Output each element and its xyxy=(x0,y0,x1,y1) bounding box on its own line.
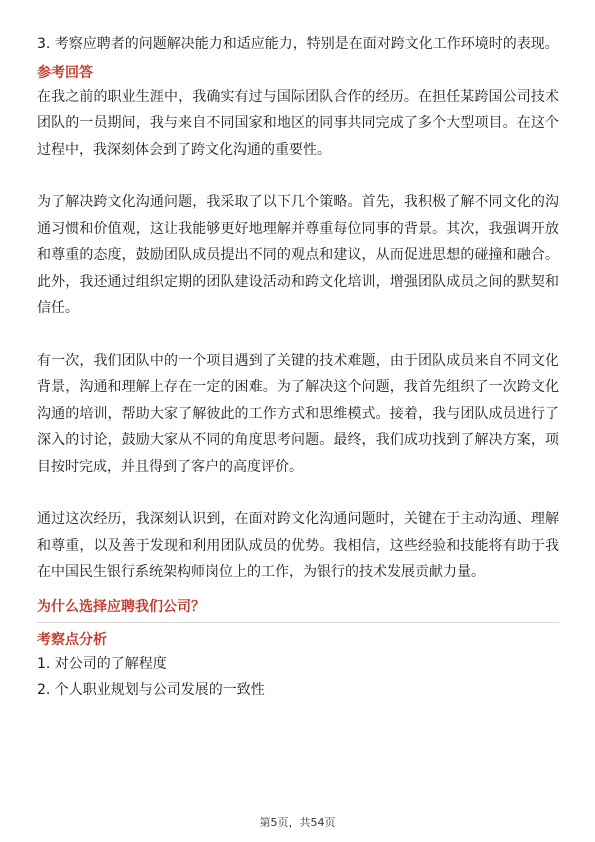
analysis-heading: 考察点分析 xyxy=(37,631,107,648)
answer-paragraph-1: 在我之前的职业生涯中，我确实有过与国际团队合作的经历。在担任某跨国公司技术团队的一员期间，我与来自不同国家和地区的同事共同完成了多个大型项目。在这个过程中，我深刻体会到了跨文化沟通的重要性。 xyxy=(37,88,559,158)
answer-heading: 参考回答 xyxy=(37,64,93,81)
answer-paragraph-4: 通过这次经历，我深刻认识到，在面对跨文化沟通问题时，关键在于主动沟通、理解和尊重，以及善于发现和利用团队成员的优势。我相信，这些经验和技能将有助于我在中国民生银行系统架构师岗位上的工作，为银行的技术发展贡献力量。 xyxy=(37,511,559,580)
intro-list-item: 3. 考察应聘者的问题解决能力和适应能力，特别是在面对跨文化工作环境时的表现。 xyxy=(37,36,559,52)
section-divider xyxy=(37,622,559,623)
question-heading: 为什么选择应聘我们公司？ xyxy=(37,598,205,615)
analysis-item-2: 2. 个人职业规划与公司发展的一致性 xyxy=(37,682,265,698)
answer-paragraph-3: 有一次，我们团队中的一个项目遇到了关键的技术难题，由于团队成员来自不同文化背景，沟通和理解上存在一定的困难。为了解决这个问题，我首先组织了一次跨文化沟通的培训，帮助大家了解彼此的工作方式和思维模式。接着，我与团队成员进行了深入的讨论，鼓励大家从不同的角度思考问题。最终，我们成功找到了解决方案，项目按时完成，并且得到了客户的高度评价。 xyxy=(37,352,559,475)
page-content xyxy=(37,31,559,704)
analysis-item-1: 1. 对公司的了解程度 xyxy=(37,655,167,672)
answer-paragraph-2: 为了解决跨文化沟通问题，我采取了以下几个策略。首先，我积极了解不同文化的沟通习惯和价值观，这让我能够更好地理解并尊重每位同事的背景。其次，我强调开放和尊重的态度，鼓励团队成员提出不同的观点和建议，从而促进思想的碰撞和融合。此外，我还通过组织定期的团队建设活动和跨文化培训，增强团队成员之间的默契和信任。 xyxy=(37,194,559,316)
page-footer: 第5页，共54页 xyxy=(259,816,336,829)
